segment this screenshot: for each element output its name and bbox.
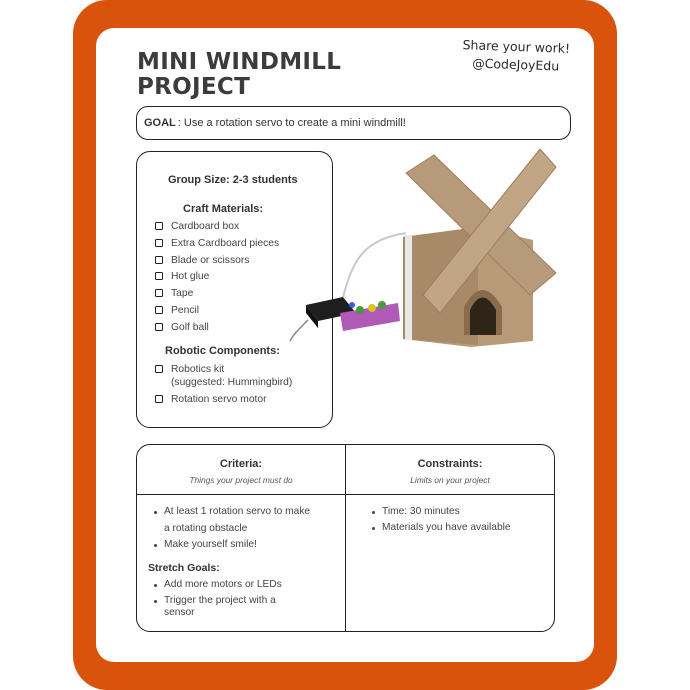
criteria-list <box>154 504 339 553</box>
list-item: At least 1 rotation servo to make a rotating obstacle <box>154 504 339 537</box>
checkbox-icon[interactable] <box>155 256 163 264</box>
craft-materials-list <box>155 220 279 338</box>
cable <box>343 233 406 297</box>
robotic-components-list <box>155 363 292 410</box>
craft-materials-heading: Craft Materials: <box>183 203 264 215</box>
checkbox-icon[interactable] <box>155 239 163 247</box>
share-line-1: Share your work! <box>462 37 571 56</box>
goal-box <box>136 106 571 140</box>
list-item: Time: 30 minutes <box>372 504 547 520</box>
stretch-goals-heading: Stretch Goals: <box>148 562 220 574</box>
led-yellow <box>368 304 376 312</box>
checkbox-icon[interactable] <box>155 395 163 403</box>
group-size: Group Size: 2-3 students <box>168 174 298 186</box>
checkbox-icon[interactable] <box>155 323 163 331</box>
row-divider <box>137 494 554 495</box>
list-item: Extra Cardboard pieces <box>155 237 279 254</box>
constraints-subheading: Limits on your project <box>410 475 490 485</box>
checkbox-icon[interactable] <box>155 272 163 280</box>
list-item: Trigger the project with a sensor <box>154 593 339 619</box>
list-item: Add more motors or LEDs <box>154 577 339 593</box>
checkbox-icon[interactable] <box>155 222 163 230</box>
stretch-goals-list <box>154 577 339 619</box>
checkbox-icon[interactable] <box>155 306 163 314</box>
criteria-subheading: Things your project must do <box>189 475 293 485</box>
checkbox-icon[interactable] <box>155 289 163 297</box>
criteria-heading: Criteria: <box>219 458 263 470</box>
list-item: Hot glue <box>155 270 279 287</box>
constraints-heading: Constraints: <box>417 458 483 470</box>
criteria-constraints-table <box>136 444 555 632</box>
constraints-list <box>372 504 547 536</box>
robotic-components-heading: Robotic Components: <box>165 345 280 357</box>
led-green <box>378 301 386 309</box>
share-handle: @CodeJoyEdu <box>471 55 560 74</box>
list-item: Materials you have available <box>372 520 547 536</box>
page-title <box>137 50 397 100</box>
title-line-2: PROJECT <box>137 74 251 100</box>
led-green <box>356 306 364 314</box>
cable-end <box>290 320 308 341</box>
title-line-1: MINI WINDMILL <box>137 49 342 75</box>
goal-label: GOAL <box>144 117 176 129</box>
windmill-photo <box>288 145 568 355</box>
goal-text: : Use a rotation servo to create a mini windmill! <box>177 117 406 129</box>
checkbox-icon[interactable] <box>155 365 163 373</box>
list-item: Robotics kit (suggested: Hummingbird) <box>155 363 292 393</box>
list-item: Cardboard box <box>155 220 279 237</box>
column-divider <box>345 445 346 631</box>
tape-strip <box>405 235 412 340</box>
list-item: Golf ball <box>155 321 279 338</box>
list-item: Pencil <box>155 304 279 321</box>
led-blue <box>349 302 355 308</box>
list-item: Tape <box>155 287 279 304</box>
list-item: Rotation servo motor <box>155 393 292 410</box>
list-item: Blade or scissors <box>155 254 279 271</box>
share-callout <box>451 36 580 76</box>
list-item: Make yourself smile! <box>154 537 339 553</box>
